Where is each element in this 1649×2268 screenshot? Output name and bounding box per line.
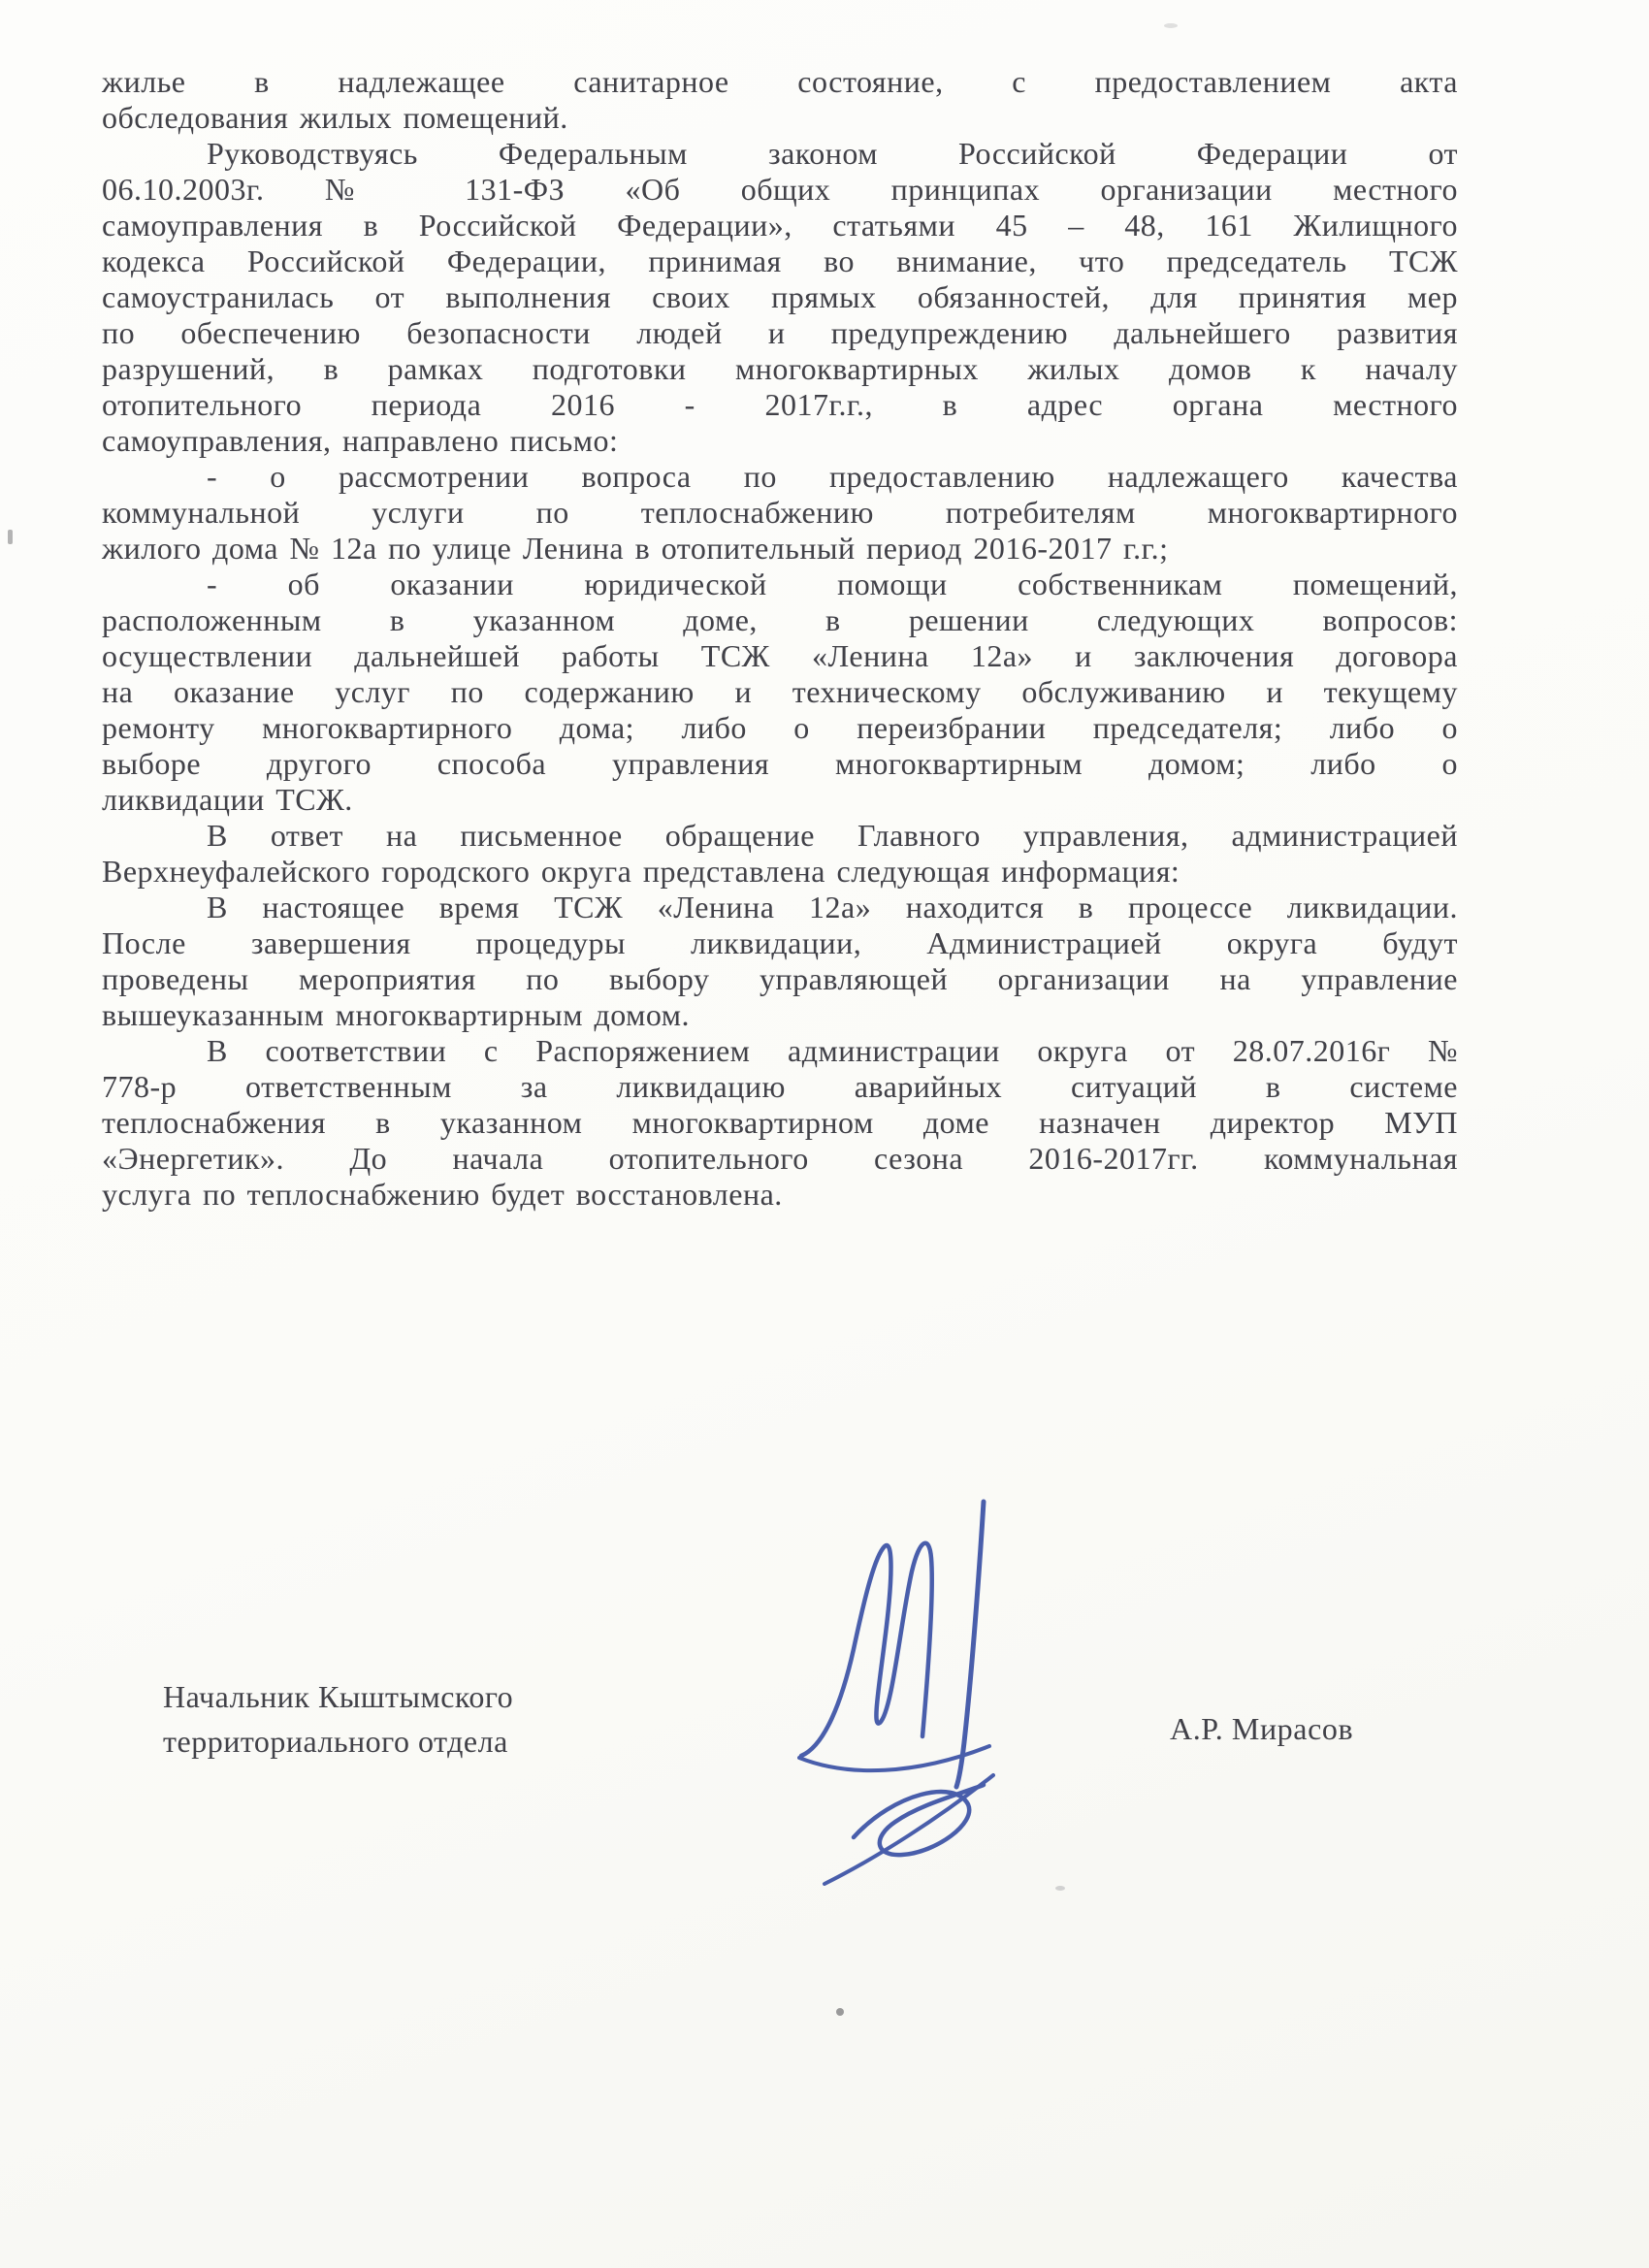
text-line: услуга по теплоснабжению будет восстановлена. [102,1177,783,1212]
paragraph [102,567,1458,818]
text-line: В ответ на письменное обращение Главного управления, администрацией [207,818,1458,853]
text-line: отопительного периода 2016 - 2017г.г., в адрес органа местного [102,387,1458,422]
signer-position [163,1674,513,1764]
text-line: кодекса Российской Федерации, принимая во внимание, что председатель ТСЖ [102,243,1458,278]
text-line: разрушений, в рамках подготовки многоквартирных жилых домов к началу [102,351,1458,386]
scan-artifact [836,2008,844,2016]
text-line: по обеспечению безопасности людей и предупреждению дальнейшего развития [102,315,1458,350]
text-line: на оказание услуг по содержанию и техническому обслуживанию и текущему [102,674,1458,709]
paragraph [102,890,1458,1033]
letter-body [102,64,1458,1213]
text-line: проведены мероприятия по выбору управляющей организации на управление [102,961,1458,996]
text-line: В соответствии с Распоряжением администрации округа от 28.07.2016г № [207,1033,1458,1068]
signer-position-line: территориального отдела [163,1724,508,1759]
signer-position-line: Начальник Кыштымского [163,1679,514,1714]
scan-artifact [8,530,13,544]
paragraph [102,459,1458,567]
text-line: ремонту многоквартирного дома; либо о переизбрании председателя; либо о [102,710,1458,745]
paragraph [102,64,1458,136]
text-line: Руководствуясь Федеральным законом Российской Федерации от [207,136,1458,171]
text-line: самоуправления в Российской Федерации», статьями 45 – 48, 161 Жилищного [102,208,1458,243]
text-line: жилье в надлежащее санитарное состояние, с предоставлением акта [102,64,1458,99]
text-line: «Энергетик». До начала отопительного сезона 2016-2017гг. коммунальная [102,1141,1458,1176]
text-line: осуществлении дальнейшей работы ТСЖ «Ленина 12а» и заключения договора [102,638,1458,673]
text-line: - о рассмотрении вопроса по предоставлению надлежащего качества [207,459,1458,494]
text-line: теплоснабжения в указанном многоквартирном доме назначен директор МУП [102,1105,1458,1140]
text-line: выборе другого способа управления многоквартирным домом; либо о [102,746,1458,781]
text-line: Верхнеуфалейского городского округа представлена следующая информация: [102,854,1180,889]
text-line: вышеуказанным многоквартирным домом. [102,997,691,1032]
text-line: жилого дома № 12а по улице Ленина в отопительный период 2016-2017 г.г.; [102,531,1169,566]
paragraph [102,136,1458,459]
scan-artifact [1055,1886,1065,1891]
text-line: коммунальной услуги по теплоснабжению потребителям многоквартирного [102,495,1458,530]
signer-name: А.Р. Мирасов [1170,1711,1354,1746]
text-line: ликвидации ТСЖ. [102,782,353,817]
text-line: - об оказании юридической помощи собственникам помещений, [207,567,1458,601]
text-line: самоуправления, направлено письмо: [102,423,619,458]
handwritten-signature-icon [792,1496,1063,1913]
paragraph [102,1033,1458,1213]
text-line: расположенным в указанном доме, в решении следующих вопросов: [102,602,1458,637]
text-line: В настоящее время ТСЖ «Ленина 12а» находится в процессе ликвидации. [207,890,1458,924]
paragraph [102,818,1458,890]
text-line: 778-р ответственным за ликвидацию аварийных ситуаций в системе [102,1069,1458,1104]
text-line: После завершения процедуры ликвидации, Администрацией округа будут [102,925,1458,960]
text-line: обследования жилых помещений. [102,100,568,135]
scan-artifact [1164,23,1178,28]
text-line: 06.10.2003г. № 131-ФЗ «Об общих принципах организации местного [102,172,1458,207]
text-line: самоустранилась от выполнения своих прямых обязанностей, для принятия мер [102,279,1458,314]
